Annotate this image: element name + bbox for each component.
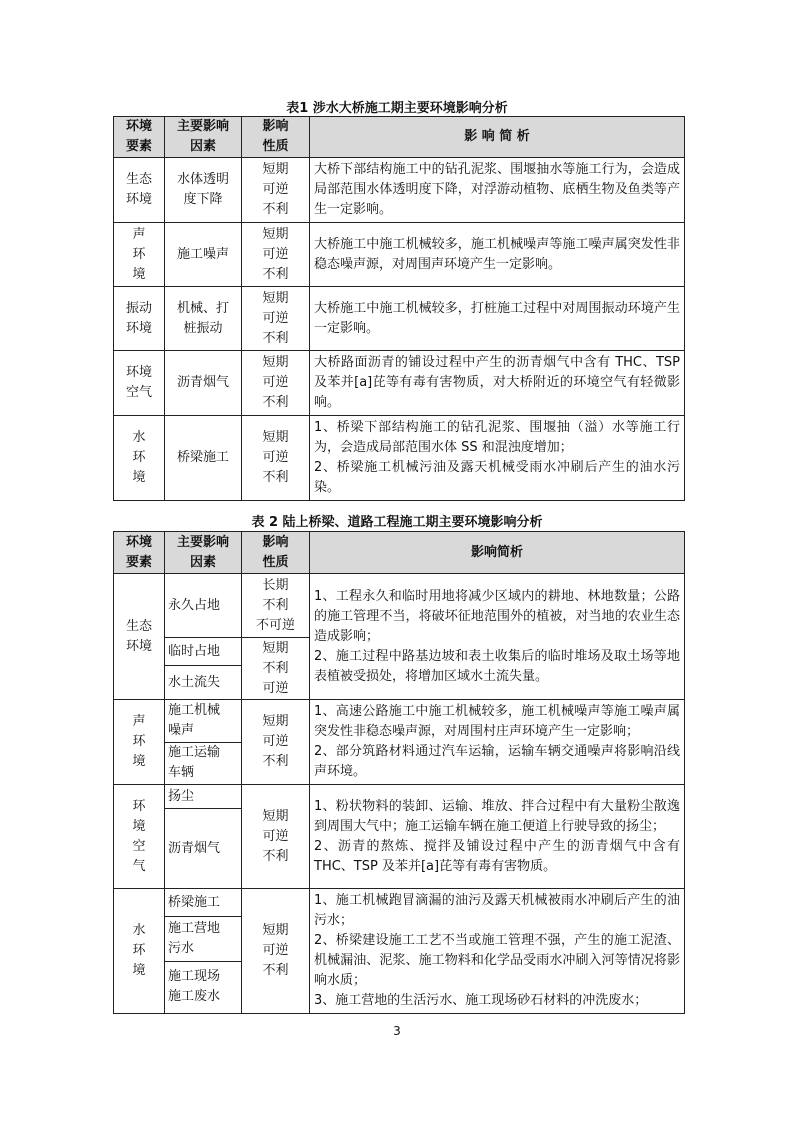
cell-nature: 短期 不利 可逆 xyxy=(242,638,310,700)
cell-nature: 短期 可逆 不利 xyxy=(242,158,310,223)
table-row xyxy=(114,700,685,743)
cell-factor: 沥青烟气 xyxy=(165,809,242,889)
cell-factor: 施工噪声 xyxy=(165,223,242,287)
header-element: 环境 要素 xyxy=(114,117,165,158)
cell-nature: 短期 可逆 不利 xyxy=(242,223,310,287)
page-number: 3 xyxy=(393,1024,401,1038)
header-factor: 主要影响 因素 xyxy=(165,532,242,574)
cell-nature: 短期 可逆 不利 xyxy=(242,351,310,416)
table-row xyxy=(114,416,685,501)
cell-factor: 机械、打 桩振动 xyxy=(165,287,242,351)
cell-analysis: 1、粉状物料的装卸、运输、堆放、拌合过程中有大量粉尘散逸到周围大气中；施工运输车辆在施工便道上行驶导致的扬尘； 2、沥青的熬炼、搅拌及铺设过程中产生的沥青烟气中含有 THC、TSP 及苯并[a]芘等有毒有害物质。 xyxy=(310,785,685,889)
table2 xyxy=(113,531,685,1014)
table2-caption: 表 2 陆上桥梁、道路工程施工期主要环境影响分析 xyxy=(251,515,543,530)
cell-analysis: 大桥施工中施工机械较多，施工机械噪声等施工噪声属突发性非稳态噪声源，对周围声环境产生一定影响。 xyxy=(310,223,685,287)
table-row xyxy=(114,287,685,351)
cell-element: 声 环 境 xyxy=(114,700,165,785)
header-nature: 影响 性质 xyxy=(242,117,310,158)
table2-header-row xyxy=(114,532,685,574)
cell-element: 声 环 境 xyxy=(114,223,165,287)
table1-caption: 表1 涉水大桥施工期主要环境影响分析 xyxy=(286,101,508,116)
cell-element: 生态 环境 xyxy=(114,574,165,700)
table1-header-row xyxy=(114,117,685,158)
cell-element: 水 环 境 xyxy=(114,416,165,501)
cell-factor: 施工现场 施工废水 xyxy=(165,961,242,1013)
cell-analysis: 1、高速公路施工中施工机械较多，施工机械噪声等施工噪声属突发性非稳态噪声源，对周围村庄声环境产生一定影响； 2、部分筑路材料通过汽车运输，运输车辆交通噪声将影响沿线声环境。 xyxy=(310,700,685,785)
cell-factor: 施工运输 车辆 xyxy=(165,742,242,785)
cell-factor: 临时占地 xyxy=(165,638,242,666)
cell-element: 环 境 空 气 xyxy=(114,785,165,889)
cell-factor: 扬尘 xyxy=(165,785,242,809)
table-row xyxy=(114,785,685,809)
cell-analysis: 1、桥梁下部结构施工的钻孔泥浆、围堰抽（溢）水等施工行为，会造成局部范围水体 SS 和混浊度增加； 2、桥梁施工机械污油及露天机械受雨水冲刷后产生的油水污染。 xyxy=(310,416,685,501)
header-factor: 主要影响 因素 xyxy=(165,117,242,158)
cell-element: 水 环 境 xyxy=(114,889,165,1014)
cell-factor: 永久占地 xyxy=(165,574,242,638)
cell-factor: 沥青烟气 xyxy=(165,351,242,416)
header-analysis: 影 响 简 析 xyxy=(310,117,685,158)
cell-element: 环境 空气 xyxy=(114,351,165,416)
cell-factor: 水土流失 xyxy=(165,666,242,700)
header-element: 环境 要素 xyxy=(114,532,165,574)
table-row xyxy=(114,223,685,287)
cell-nature: 短期 可逆 不利 xyxy=(242,416,310,501)
cell-analysis: 大桥下部结构施工中的钻孔泥浆、围堰抽水等施工行为，会造成局部范围水体透明度下降，对浮游动植物、底栖生物及鱼类等产生一定影响。 xyxy=(310,158,685,223)
cell-nature: 短期 可逆 不利 xyxy=(242,785,310,889)
header-analysis: 影响简析 xyxy=(310,532,685,574)
cell-analysis: 大桥路面沥青的铺设过程中产生的沥青烟气中含有 THC、TSP 及苯并[a]芘等有毒有害物质，对大桥附近的环境空气有轻微影响。 xyxy=(310,351,685,416)
cell-nature: 短期 可逆 不利 xyxy=(242,700,310,785)
cell-factor: 施工营地 污水 xyxy=(165,917,242,961)
table1 xyxy=(113,116,685,501)
header-nature: 影响 性质 xyxy=(242,532,310,574)
cell-factor: 水体透明 度下降 xyxy=(165,158,242,223)
cell-nature: 长期 不利 不可逆 xyxy=(242,574,310,638)
cell-nature: 短期 可逆 不利 xyxy=(242,889,310,1014)
cell-factor: 施工机械 噪声 xyxy=(165,700,242,743)
cell-analysis: 大桥施工中施工机械较多，打桩施工过程中对周围振动环境产生一定影响。 xyxy=(310,287,685,351)
cell-element: 生态 环境 xyxy=(114,158,165,223)
cell-element: 振动 环境 xyxy=(114,287,165,351)
table-row xyxy=(114,351,685,416)
cell-analysis: 1、施工机械跑冒滴漏的油污及露天机械被雨水冲刷后产生的油污水； 2、桥梁建设施工工艺不当或施工管理不强，产生的施工泥渣、机械漏油、泥浆、施工物料和化学品受雨水冲刷入河等情况将影响水质； 3、施工营地的生活污水、施工现场砂石材料的冲洗废水； xyxy=(310,889,685,1014)
cell-nature: 短期 可逆 不利 xyxy=(242,287,310,351)
cell-analysis: 1、工程永久和临时用地将减少区域内的耕地、林地数量；公路的施工管理不当，将破坏征地范围外的植被，对当地的农业生态造成影响； 2、施工过程中路基边坡和表土收集后的临时堆场及取土场等地表植被受损处，将增加区域水土流失量。 xyxy=(310,574,685,700)
cell-factor: 桥梁施工 xyxy=(165,416,242,501)
cell-factor: 桥梁施工 xyxy=(165,889,242,917)
table-row xyxy=(114,574,685,638)
table-row xyxy=(114,158,685,223)
table-row xyxy=(114,889,685,917)
